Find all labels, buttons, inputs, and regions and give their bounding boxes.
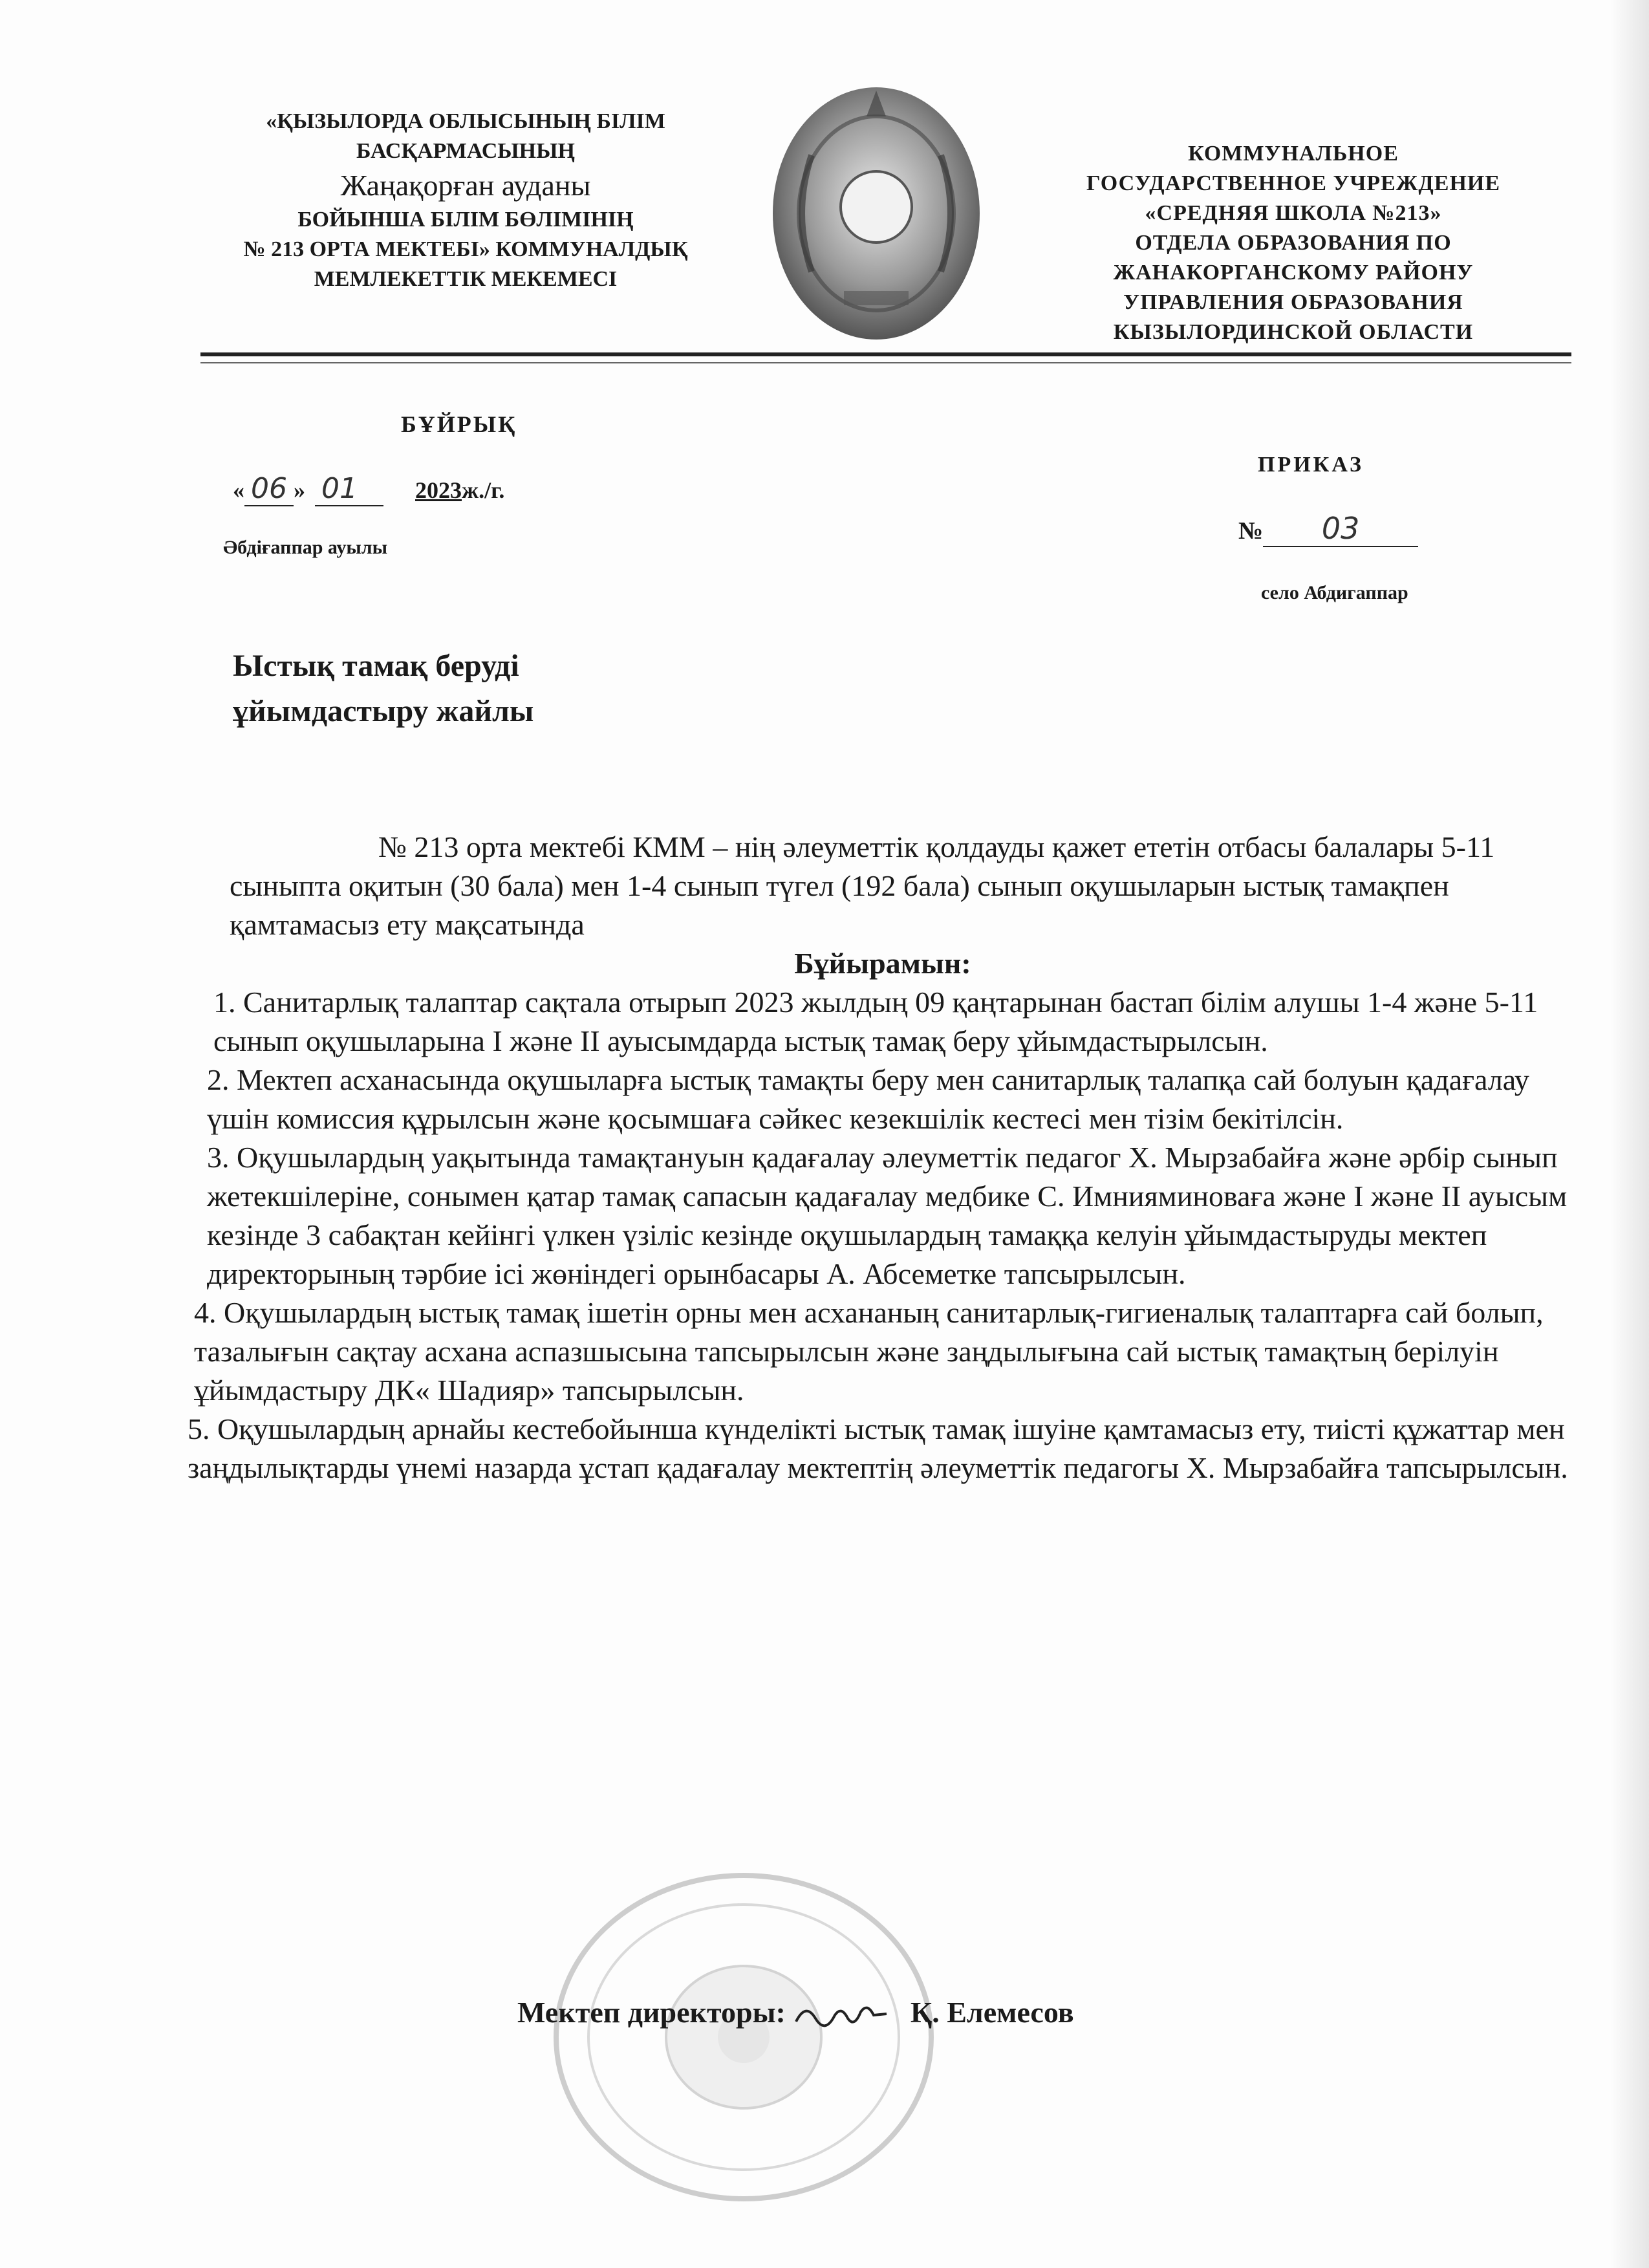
decree-heading: Бұйырамын: [794,947,971,980]
header-ru-line: «СРЕДНЯЯ ШКОЛА №213» [1145,201,1442,225]
state-emblem-icon [766,78,986,349]
header-kz-line: Жаңақорған ауданы [340,169,591,202]
intro-paragraph: № 213 орта мектебі КММ – нің әлеуметтік қолдауды қажет ететін отбасы балалары 5-11 сыныпта оқитын (30 бала) мен 1-4 сынып түгел (192 бала) сынып оқушыларын ыстық тамақпен қамтамасыз ету мақсатында [230,830,1495,941]
date-month: 01 [315,472,383,506]
header-kz-line: «ҚЫЗЫЛОРДА ОБЛЫСЫНЫҢ БІЛІМ [266,109,665,133]
order-item: 1. Санитарлық талаптар сақтала отырып 2023 жылдың 09 қаңтарынан бастап білім алушы 1-4 және 5-11 сынып оқушыларына І және ІІ ауысымдарда ыстық тамақ беру ұйымдастырылсын. [213,986,1538,1057]
signature-block [517,1995,1074,2035]
title-line: ұйымдастыру жайлы [233,694,534,728]
document-body [188,828,1578,1487]
round-stamp-icon [543,1863,944,2212]
header-kz-line: № 213 ОРТА МЕКТЕБІ» КОММУНАЛДЫҚ [243,237,688,261]
date-suffix: ж./г. [462,477,505,503]
header-ru-line: ЖАНАКОРГАНСКОМУ РАЙОНУ [1113,261,1474,285]
document-title [233,643,534,734]
header-kz-organization [162,107,770,294]
number-prefix: № [1238,517,1264,545]
date-close-quote: » [294,477,305,503]
order-item: 4. Оқушылардың ыстық тамақ ішетін орны мен асхананың санитарлық-гигиеналық талаптарға сай болып, тазалығын сақтау асхана аспазшысына тапсырылсын және заңдылығына сай ыстық тамақтың берілуін ұйымдастыру ДК« Шадияр» тапсырылсын. [194,1296,1544,1407]
order-item: 5. Оқушылардың арнайы кестебойынша күнделікті ыстық тамақ ішуіне қамтамасыз ету, тиісті құжаттар мен заңдылықтарды үнемі назарда ұстап қадағалау мектептің әлеуметтік педагогы Х. Мырзабайға тапсырылсын. [188,1412,1568,1484]
order-number [1238,511,1418,547]
title-line: Ыстық тамақ беруді [233,649,519,683]
header-kz-line: БАСҚАРМАСЫНЫҢ [356,139,575,163]
header-kz-line: МЕМЛЕКЕТТІК МЕКЕМЕСІ [314,267,618,291]
order-item: 3. Оқушылардың уақытында тамақтануын қадағалау әлеуметтік педагог Х. Мырзабайға және әрбір сынып жетекшілеріне, сонымен қатар тамақ сапасын қадағалау медбике С. Имнияминоваға және І және ІІ ауысым кезінде 3 сабақтан кейінгі үлкен үзіліс кезінде оқушылардың тамаққа келуін ұйымдастыруды мектеп директорының тәрбие ісі жөніндегі орынбасары А. Абсеметке тапсырылсын. [207,1141,1568,1290]
order-item: 2. Мектеп асханасында оқушыларға ыстық тамақты беру мен санитарлық талапқа сай болуын қадағалау үшін комиссия құрылсын және қосымшаға сәйкес кезекшілік кестесі мен тізім бекітілсін. [207,1063,1529,1135]
date-open-quote: « [233,477,244,503]
header-ru-line: УПРАВЛЕНИЯ ОБРАЗОВАНИЯ [1123,290,1463,314]
header-kz-line: БОЙЫНША БІЛІМ БӨЛІМІНІҢ [297,208,634,232]
header-ru-line: КОММУНАЛЬНОЕ [1188,142,1399,166]
handwritten-signature-icon [793,1996,890,2035]
signature-label: Мектеп директоры: [517,1996,786,2029]
scan-edge-shadow [1610,0,1649,2268]
order-label-kz: БҰЙРЫҚ [401,411,517,437]
village-ru: село Абдигаппар [1261,582,1408,603]
header-ru-line: ГОСУДАРСТВЕННОЕ УЧРЕЖДЕНИЕ [1086,171,1501,195]
header-divider-thin [200,362,1571,363]
order-date [233,472,504,505]
header-ru-line: КЫЗЫЛОРДИНСКОЙ ОБЛАСТИ [1113,320,1474,344]
header-divider [200,352,1571,356]
order-label-ru: ПРИКАЗ [1258,453,1364,477]
date-year: 2023 [415,477,462,503]
number-value: 03 [1263,511,1418,547]
header-ru-line: ОТДЕЛА ОБРАЗОВАНИЯ ПО [1135,231,1452,255]
date-day: 06 [244,472,294,506]
village-kz: Әбдіғаппар ауылы [223,537,388,558]
director-name: Қ. Елемесов [910,1996,1074,2029]
header-ru-organization [1048,139,1539,347]
